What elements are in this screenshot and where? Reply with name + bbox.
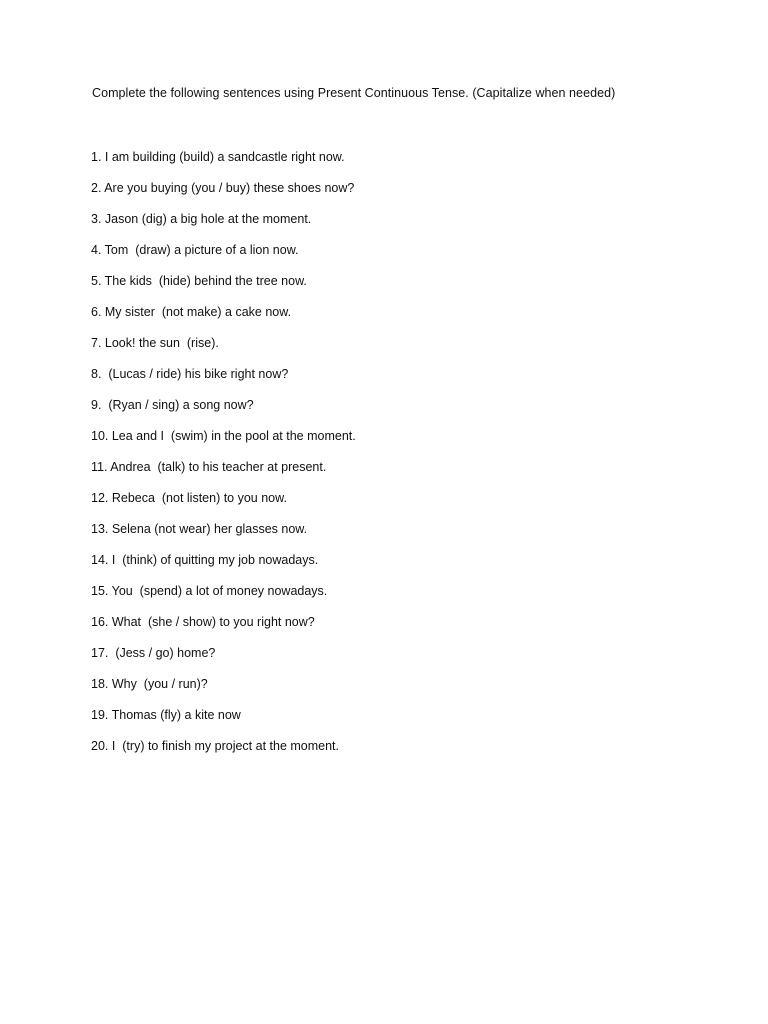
- sentence-item: 17. (Jess / go) home?: [91, 646, 216, 660]
- sentence-item: 18. Why (you / run)?: [91, 677, 208, 691]
- sentence-item: 7. Look! the sun (rise).: [91, 336, 219, 350]
- sentence-item: 9. (Ryan / sing) a song now?: [91, 398, 254, 412]
- sentence-list: [91, 148, 356, 768]
- sentence-item: 11. Andrea (talk) to his teacher at present.: [91, 460, 327, 474]
- sentence-item: 12. Rebeca (not listen) to you now.: [91, 491, 287, 505]
- sentence-item: 1. I am building (build) a sandcastle right now.: [91, 150, 345, 164]
- sentence-item: 4. Tom (draw) a picture of a lion now.: [91, 243, 299, 257]
- sentence-item: 8. (Lucas / ride) his bike right now?: [91, 367, 289, 381]
- worksheet-instructions: Complete the following sentences using Present Continuous Tense. (Capitalize when needed): [92, 86, 616, 100]
- sentence-item: 10. Lea and I (swim) in the pool at the moment.: [91, 429, 356, 443]
- sentence-item: 5. The kids (hide) behind the tree now.: [91, 274, 307, 288]
- sentence-item: 20. I (try) to finish my project at the moment.: [91, 739, 340, 753]
- sentence-item: 2. Are you buying (you / buy) these shoes now?: [91, 181, 355, 195]
- sentence-item: 14. I (think) of quitting my job nowadays.: [91, 553, 319, 567]
- sentence-item: 3. Jason (dig) a big hole at the moment.: [91, 212, 312, 226]
- sentence-item: 19. Thomas (fly) a kite now: [91, 708, 241, 722]
- sentence-item: 16. What (she / show) to you right now?: [91, 615, 315, 629]
- sentence-item: 6. My sister (not make) a cake now.: [91, 305, 292, 319]
- sentence-item: 13. Selena (not wear) her glasses now.: [91, 522, 308, 536]
- sentence-item: 15. You (spend) a lot of money nowadays.: [91, 584, 328, 598]
